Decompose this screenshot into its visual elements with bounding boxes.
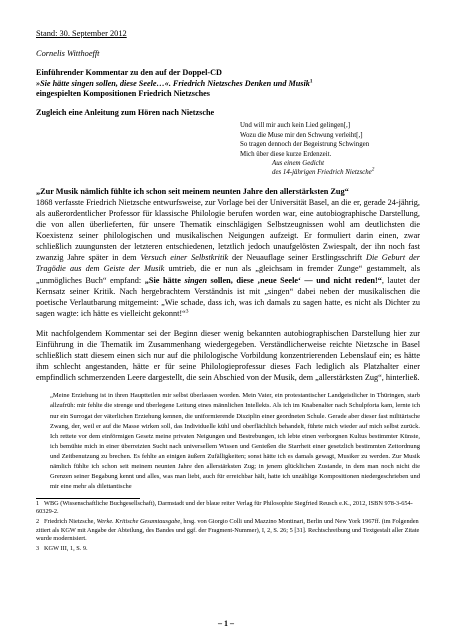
cd-title: »Sie hätte singen sollen, diese Seele…«. Friedrich Nietzsches Denken und Musik bbox=[36, 78, 310, 88]
paragraph-text: der Neuauflage seiner Erstlingsschrift bbox=[228, 253, 367, 263]
poem-source-text: des 14-jährigen Friedrich Nietzsche bbox=[272, 169, 372, 177]
footnote-work-title: Werke. Kritische Gesamtausgabe bbox=[96, 518, 181, 526]
poem-line: Mich über diese kurze Erdenzeit. bbox=[240, 150, 332, 158]
title-line-3: eingespielten Kompositionen Friedrich Nietzsches bbox=[36, 89, 210, 99]
footnote-3 bbox=[36, 545, 420, 554]
work-title: Die Geburt der Tragödie aus dem Geiste der Musik bbox=[36, 253, 420, 274]
poem-line: So tragen dennoch der Begeistrung Schwingen bbox=[240, 141, 370, 149]
footnote-text: , hrsg. von Giorgio Colli und Mazzino Montinari, Berlin und New York 1967ff. (im Folgenden zitiert als KGW mit Angabe der Abteilung, des Bandes und ggf. der Fragment-Nummer), I, 2, S. 26; 5 [31]. Rechtschreibung und Textgestalt aller Zitate wurde modernisiert. bbox=[36, 518, 420, 543]
footnote-2 bbox=[36, 518, 420, 544]
footnote-number: 1 bbox=[36, 499, 40, 507]
work-title: Versuch einer Selbstkritik bbox=[140, 253, 229, 263]
paragraph-text: , lautet der Kernsatz seiner Kritik. Nach hergebrachtem Verständnis ist mit „singen“ dabei neben der musikalischen die poetische Verlautbarung mitgemeint: „Wie schade, dass ich, was ich damals zu sagen hatte, es nicht als Dichter zu sagen wagte: ich hätte es vielleicht gekonnt!“ bbox=[36, 275, 420, 318]
author-name: Cornelis Witthoefft bbox=[36, 49, 100, 58]
footnote-text: Friedrich Nietzsche, bbox=[44, 518, 97, 526]
footnote-ref-1[interactable]: 1 bbox=[309, 77, 313, 84]
paragraph-text: 1868 verfasste Friedrich Nietzsche entwurfsweise, zur Vorlage bei der Universität Basel, an die er, gerade 24-jährig, als außerordentlicher Professor für klassische Philologie berufen worden war, eine autobiographische Darstellung, die von allen überlieferten, für unsere Thematik einschlägigen Selbstzeugnissen wohl am deutlichsten die Koexistenz seiner philologischen und musikalischen Neigungen aufzeigt. Er formuliert darin einen, zwar schließlich zuungunsten der letzteren entschiedenen, letztlich jedoch unaufgelösten Zwiespalt, der ihn noch fast zwanzig Jahre später in dem bbox=[36, 197, 420, 263]
key-quote-emphasis: singen bbox=[184, 275, 207, 285]
footnote-number: 3 bbox=[36, 544, 40, 552]
footnote-number: 2 bbox=[36, 518, 40, 526]
block-quote: „Meine Erziehung ist in ihren Hauptteilen mir selbst überlassen worden. Mein Vater, ein protestantischer Landgeistlicher in Thüringen, starb allzufrüh: mir fehlte die strenge und überlegene Leitung eines männlichen Intellekts. Als ich im Knabenalter nach Schulpforta kam, lernte ich nur ein Surrogat der väterlichen Erziehung kennen, die uniformierende Disziplin einer geordneten Schule. Gerade aber dieser fast militärische Zwang, der, weil er auf die Masse wirken soll, das Individuelle kühl und oberflächlich behandelt, führte mich wieder auf mich selbst zurück. Ich rettete vor dem einförmigen Gesetz meine privaten Neigungen und Bestrebungen, ich lebte einen verborgnen Kultus bestimmter Künste, ich bemühte mich in einer überreizten Sucht nach universellem Wissen und Genießen die Starrheit einer gesetzlich bestimmten Zeitordnung und Zeitbenutzung zu brechen. Es fehlte an einigen äußern Zufälligkeiten; sonst hätte ich es damals gewagt, Musiker zu werden. Zur Musik nämlich fühlte ich schon seit meinem neunten Jahre den allerstärksten Zug; in jenem glücklichen Zustande, in dem man noch nicht die Grenzen seiner Begabung kennt und alles, was man liebt, auch für erreichbar hält, hatte ich unzählige Kompositionen niedergeschrieben und mir eine mehr als dilettantische bbox=[50, 392, 420, 490]
poem-line: Und will mir auch kein Lied gelingen[,] bbox=[240, 122, 351, 130]
title-line-1: Einführender Kommentar zu den auf der Doppel-CD bbox=[36, 68, 222, 77]
footnote-ref-2[interactable]: 2 bbox=[371, 167, 375, 174]
paragraph-2: Mit nachfolgendem Kommentar sei der Beginn dieser wenig bekannten autobiographischen Darstellung hier zur Einführung in die Thematik im Zusammenhang wiedergegeben. Verständlicherweise reichte Nietzsche in Basel schließlich statt diesem einen sich nur auf die philologische Vorbildung konzentrierenden Lebenslauf ein; es hätte ihm schlecht angestanden, hätte er für seine Philologieprofessur dieses Fach lediglich als Platzhalter einer empfindlich schmerzenden Leere dargestellt, die sein Abschied von der Musik, dem „allerstärksten Zug“, hinterließ. bbox=[36, 328, 420, 383]
section-heading: „Zur Musik nämlich fühlte ich schon seit meinem neunten Jahre den allerstärksten Zug“ bbox=[36, 186, 349, 196]
footnote-1 bbox=[36, 500, 420, 517]
title-line-2 bbox=[36, 79, 420, 90]
footnote-text: WBG (Wissenschaftliche Buchgesellschaft), Darmstadt und der blaue reiter Verlag für Philosophie Siegfried Reusch e.K., 2012, ISBN 978-3-654-60329-2. bbox=[36, 499, 413, 516]
page-number: – 1 – bbox=[218, 619, 234, 628]
poem-line: Wozu die Muse mir den Schwung verleiht[,] bbox=[240, 131, 363, 139]
key-quote-text: sollen, diese ‚neue Seele‘ — und nicht reden!“ bbox=[206, 275, 382, 285]
date-stamp: Stand: 30. September 2012 bbox=[36, 29, 127, 38]
document-page bbox=[36, 28, 420, 553]
subtitle: Zugleich eine Anleitung zum Hören nach Nietzsche bbox=[36, 107, 215, 117]
key-quote bbox=[145, 276, 382, 285]
footnote-ref-3[interactable]: 3 bbox=[185, 308, 189, 315]
document-title bbox=[36, 68, 420, 100]
footnote-divider bbox=[36, 498, 140, 499]
poem-source-1: Aus einem Gedicht bbox=[272, 160, 325, 167]
paragraph-1 bbox=[36, 186, 420, 319]
footnote-text: KGW III, 1, S. 9. bbox=[44, 544, 88, 552]
epigraph-poem bbox=[240, 121, 420, 177]
paragraph-text: umtrieb, die er nun als „gleichsam in fremder Zunge“ gestammelt, als „unmögliches Buch“ empfand: bbox=[36, 264, 420, 285]
key-quote-text: „Sie hätte bbox=[144, 275, 185, 285]
poem-source-2 bbox=[272, 168, 420, 177]
